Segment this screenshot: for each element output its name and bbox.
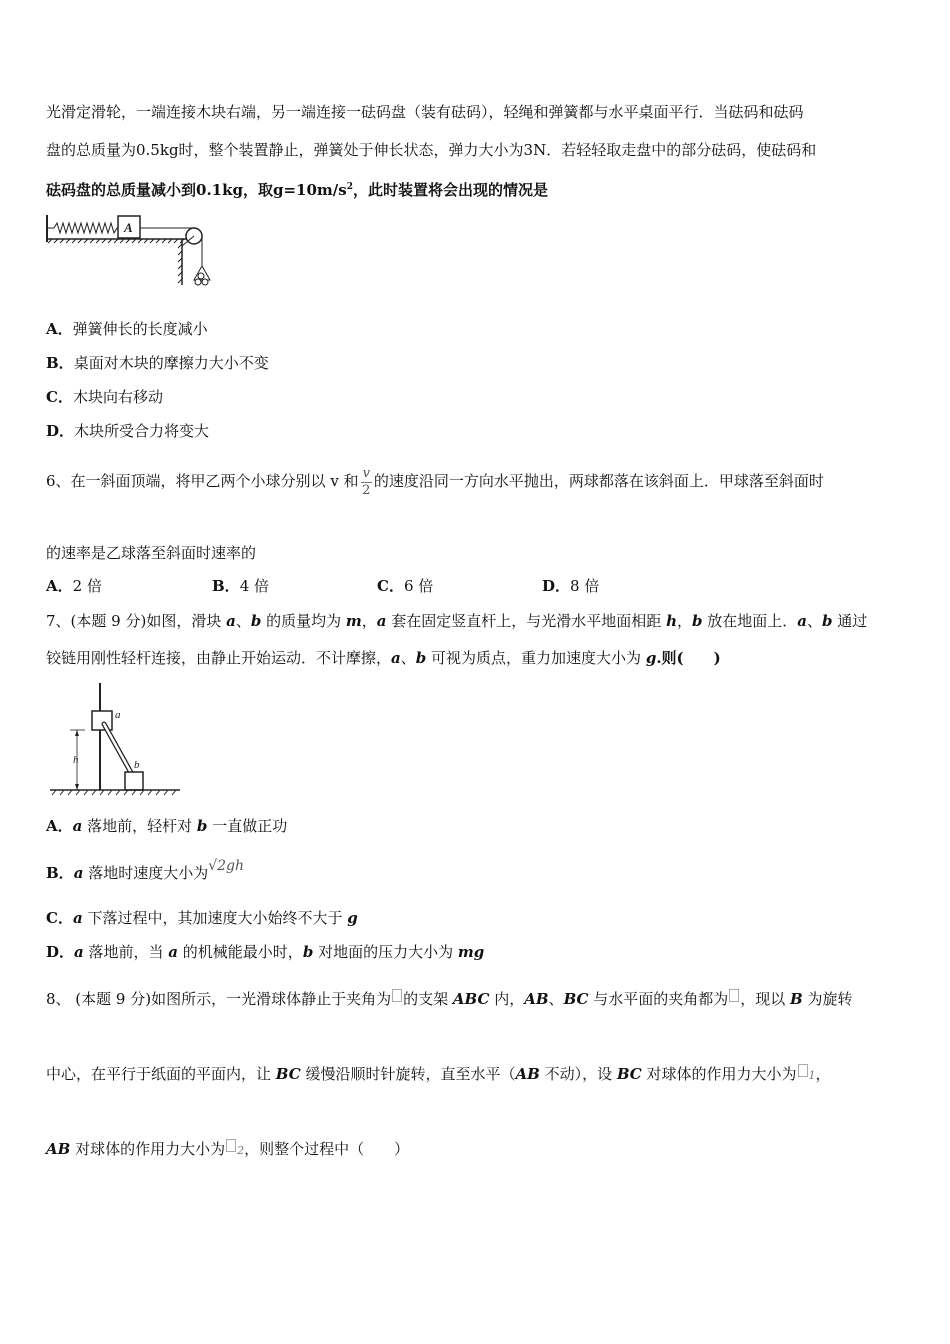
p5-option-c bbox=[46, 387, 163, 407]
p5-line-1 bbox=[46, 102, 904, 122]
p6-frac-num: v bbox=[362, 465, 370, 481]
p6-option-a-text: 2 倍 bbox=[72, 577, 102, 595]
p6-frac-den: 2 bbox=[362, 482, 371, 498]
p8-force-placeholder-2 bbox=[226, 1139, 236, 1152]
p6-option-c-letter: C． bbox=[377, 577, 404, 595]
p6-option-a-letter: A． bbox=[46, 577, 73, 595]
p6-line-2-text: 的速率是乙球落至斜面时速率的 bbox=[46, 544, 257, 562]
p8-angle-placeholder-2 bbox=[729, 989, 739, 1002]
p7-figure-rod-sliders bbox=[48, 680, 188, 800]
p6-option-d bbox=[542, 576, 599, 596]
p6-part-2: 的速度沿同一方向水平抛出，两球都落在该斜面上．甲球落至斜面时 bbox=[373, 472, 824, 490]
p5-option-d-letter: D． bbox=[46, 422, 75, 440]
p5-spring bbox=[48, 223, 118, 233]
p5-line-2-text: 盘的总质量为0.5kg时，整个装置静止，弹簧处于伸长状态，弹力大小为3N．若轻轻取走盘中的部分砝码，使砝码和 bbox=[46, 141, 817, 159]
p5-option-a-letter: A． bbox=[46, 320, 73, 338]
p6-option-a bbox=[46, 576, 102, 596]
p6-option-b bbox=[212, 576, 269, 596]
p5-option-c-letter: C． bbox=[46, 388, 73, 406]
p8-line-1-text: 8、 (本题 9 分)如图所示，一光滑球体静止于夹角为 的支架 ABC 内，AB、BC 与水平面的夹角都为 ，现以 B 为旋转 bbox=[46, 990, 853, 1008]
p5-line-2 bbox=[46, 140, 904, 160]
p7-option-b: B．a 落地时速度大小为√2gh bbox=[46, 858, 245, 882]
p5-option-a bbox=[46, 319, 208, 339]
p6-option-d-letter: D． bbox=[542, 577, 571, 595]
p5-option-a-text: 弹簧伸长的长度减小 bbox=[72, 320, 208, 338]
p6-option-b-text: 4 倍 bbox=[239, 577, 269, 595]
p5-option-c-text: 木块向右移动 bbox=[72, 388, 163, 406]
p6-options bbox=[46, 576, 906, 596]
p5-option-b-text: 桌面对木块的摩擦力大小不变 bbox=[73, 354, 269, 372]
p7-option-a: A．a 落地前，轻杆对 b 一直做正功 bbox=[46, 817, 288, 835]
p8-line-1 bbox=[46, 989, 904, 1009]
p8-force-placeholder-1 bbox=[798, 1064, 808, 1077]
p6-part-1: 6、在一斜面顶端，将甲乙两个小球分别以 v 和 bbox=[46, 472, 359, 490]
p5-line-3-a: 砝码盘的总质量减小到0.1kg，取g=10m/s bbox=[46, 181, 347, 199]
p5-option-b bbox=[46, 353, 269, 373]
p5-option-d-text: 木块所受合力将变大 bbox=[74, 422, 210, 440]
p7-line-1 bbox=[46, 611, 904, 631]
p7-label-b: b bbox=[134, 759, 140, 771]
p6-line-2 bbox=[46, 543, 256, 563]
p7-label-a: a bbox=[115, 709, 121, 721]
p6-fraction bbox=[361, 466, 372, 499]
p6-option-c bbox=[377, 576, 433, 596]
p8-line-2-text: 中心，在平行于纸面的平面内，让 BC 缓慢沿顺时针旋转，直至水平（AB 不动），设 BC 对球体的作用力大小为 1， bbox=[46, 1065, 831, 1083]
p5-option-d bbox=[46, 421, 209, 441]
p7-line-2: 铰链用刚性轻杆连接，由静止开始运动．不计摩擦，a、b 可视为质点，重力加速度大小为 g.则( ) bbox=[46, 649, 721, 667]
p5-option-b-letter: B． bbox=[46, 354, 74, 372]
p5-line-3-sup: 2 bbox=[346, 182, 353, 192]
p7-slider-a bbox=[92, 711, 112, 730]
p5-figure-spring-pulley bbox=[44, 210, 224, 290]
p6-option-c-text: 6 倍 bbox=[403, 577, 434, 595]
p5-line-3 bbox=[46, 177, 548, 200]
p5-line-1-text: 光滑定滑轮，一端连接木块右端，另一端连接一砝码盘（装有砝码），轻绳和弹簧都与水平桌面平行．当砝码和砝码 bbox=[46, 103, 804, 121]
p7-slider-b bbox=[125, 772, 143, 790]
p8-line-2 bbox=[46, 1064, 904, 1086]
p5-block-label: A bbox=[124, 220, 133, 235]
p7-label-h: h bbox=[73, 754, 79, 766]
p6-option-b-letter: B． bbox=[212, 577, 240, 595]
p7-option-c: C．a 下落过程中，其加速度大小始终不大于 g bbox=[46, 909, 358, 927]
p7-sqrt-2gh: √2gh bbox=[208, 858, 245, 874]
p7-line-1-text: 7、(本题 9 分)如图，滑块 a、b 的质量均为 m，a 套在固定竖直杆上，与光滑水平地面相距 h，b 放在地面上．a、b 通过 bbox=[46, 612, 868, 630]
p7-option-d: D．a 落地前，当 a 的机械能最小时，b 对地面的压力大小为 mg bbox=[46, 943, 485, 961]
p6-option-d-text: 8 倍 bbox=[570, 577, 600, 595]
p6-line-1 bbox=[46, 463, 906, 499]
p5-line-3-b: ，此时装置将会出现的情况是 bbox=[352, 181, 548, 199]
p8-line-3: AB 对球体的作用力大小为 2，则整个过程中（ ） bbox=[46, 1140, 410, 1158]
p8-angle-placeholder-1 bbox=[392, 989, 402, 1002]
